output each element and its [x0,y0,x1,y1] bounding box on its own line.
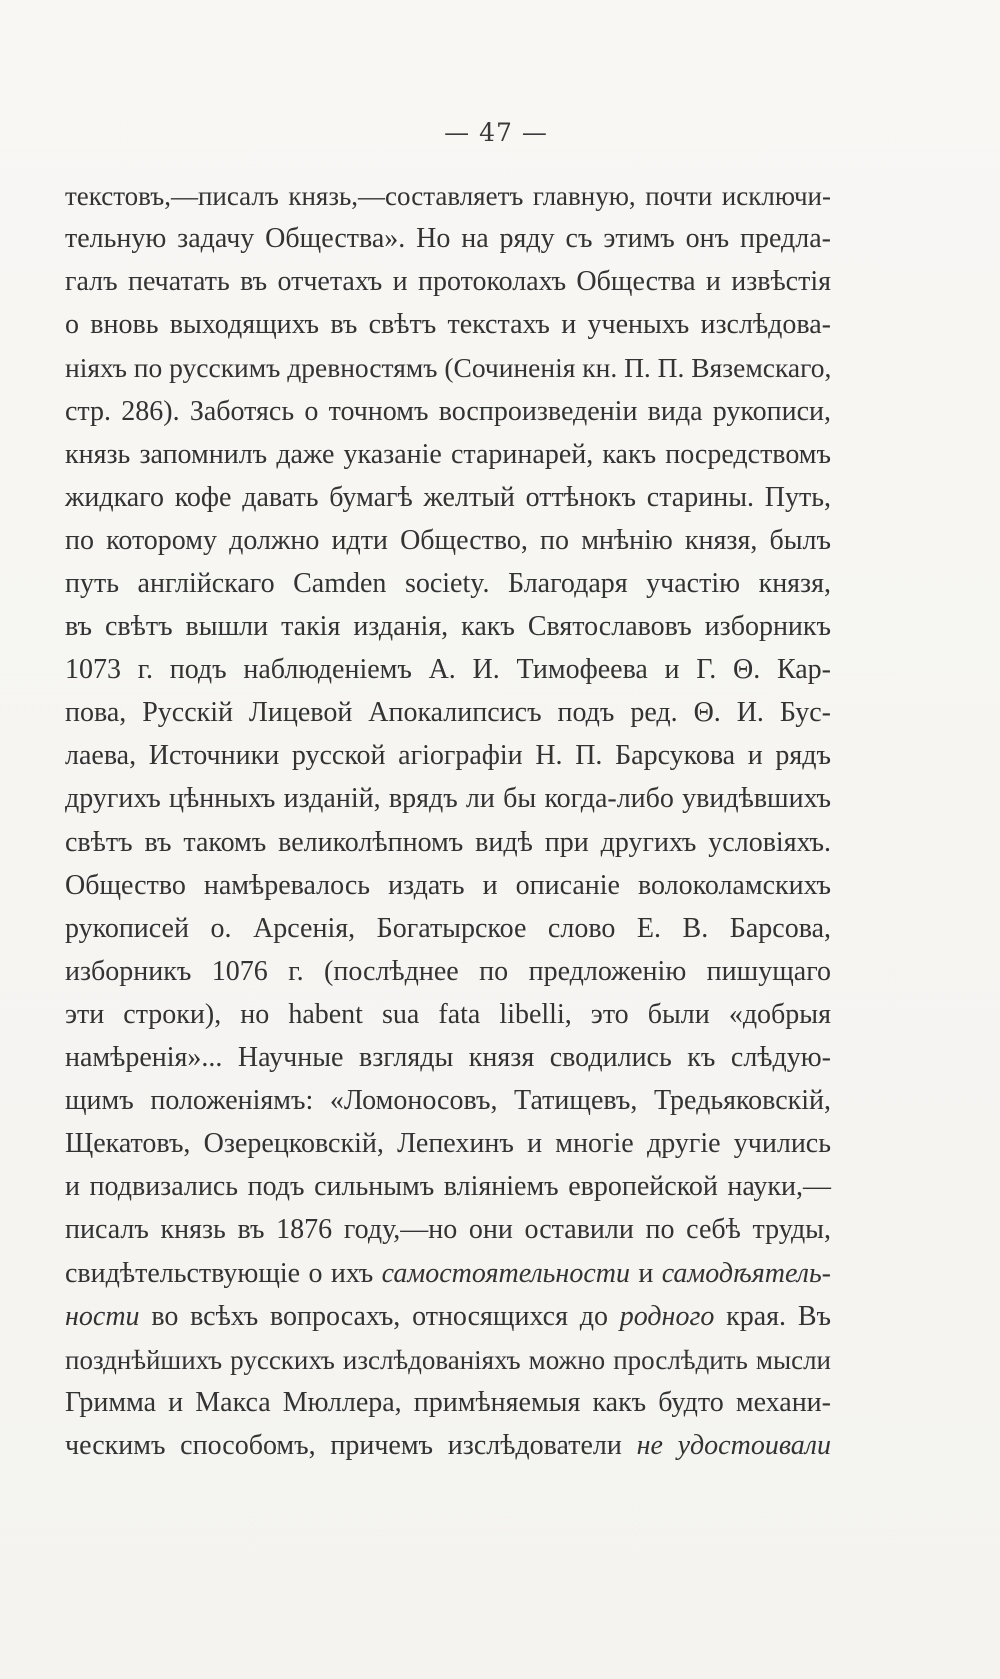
text-line [65,262,831,302]
text-segment: лаева, Источники русской агіографіи Н. П. Барсукова и рядъ [65,740,831,772]
italic-text: ности [65,1300,140,1332]
text-segment: тельную задачу Общества». Но на ряду съ этимъ онъ предла- [65,223,831,255]
text-line [65,779,831,819]
text-segment: края. Въ [714,1300,831,1332]
text-segment: о вновь выходящихъ въ свѣтъ текстахъ и ученыхъ изслѣдова- [65,309,831,341]
italic-text: самодѣятель- [661,1257,832,1289]
text-line [65,176,831,216]
text-segment: и подвизались подъ сильнымъ вліяніемъ европейской науки,— [65,1171,831,1203]
text-segment: свѣтъ въ такомъ великолѣпномъ видѣ при другихъ условіяхъ. [65,826,831,858]
text-line [65,478,831,518]
text-line [65,1210,831,1250]
text-segment: писалъ князь въ 1876 году,—но они оставили по себѣ труды, [65,1214,831,1246]
text-segment: 1073 г. подъ наблюденіемъ А. И. Тимофеева и Г. Θ. Кар- [65,654,831,686]
text-segment: по которому должно идти Общество, по мнѣнію князя, былъ [65,524,831,556]
text-segment: галъ печатать въ отчетахъ и протоколахъ Общества и извѣстія [65,266,831,298]
text-segment: намѣренія»... Научные взгляды князя сводились къ слѣдую- [65,1042,831,1073]
text-line [65,435,831,475]
text-segment: текстовъ,—писалъ князь,—составляетъ главную, почти исключи- [65,181,831,211]
text-line [65,1426,831,1466]
text-segment: свидѣтельствующіе о ихъ [65,1257,382,1289]
text-segment: Щекатовъ, Озерецковскій, Лепехинъ и многіе другіе учились [65,1128,831,1160]
text-segment: позднѣйшихъ русскихъ изслѣдованіяхъ можно прослѣдить мысли [65,1344,831,1375]
text-line [65,1038,831,1078]
text-segment: щимъ положеніямъ: «Ломоносовъ, Татищевъ, Тредьяковскій, [65,1085,831,1117]
text-segment: Общество намѣревалось издать и описаніе волоколамскихъ [65,869,831,901]
text-segment: въ свѣтъ вышли такія изданія, какъ Святославовъ изборникъ [65,611,831,642]
text-line [65,693,831,733]
text-line [65,650,831,690]
text-segment: эти строки), но habent sua fata libelli, это были «добрыя [65,998,831,1030]
text-line [65,866,831,906]
text-line [65,952,831,992]
text-line [65,392,831,432]
text-line [65,1081,831,1121]
text-line [65,1124,831,1164]
text-line [65,348,831,388]
text-line [65,1297,831,1337]
text-segment: и [629,1257,662,1289]
text-line [65,1254,831,1294]
text-segment: во всѣхъ вопросахъ, относящихся до [139,1300,620,1332]
text-segment: путь англійскаго Camden society. Благодаря участію князя, [65,567,831,599]
text-line [65,995,831,1035]
text-line [65,219,831,259]
text-line [65,521,831,561]
text-line [65,1383,831,1423]
text-segment: Гримма и Макса Мюллера, примѣняемыя какъ будто механи- [65,1386,831,1418]
text-line [65,1340,831,1380]
italic-text: не удостоивали [636,1429,831,1461]
text-segment: жидкаго кофе давать бумагѣ желтый оттѣнокъ старины. Путь, [65,481,831,513]
text-segment: стр. 286). Заботясь о точномъ воспроизведеніи вида рукописи, [65,395,831,427]
text-line [65,909,831,949]
text-segment: князь запомнилъ даже указаніе старинарей, какъ посредствомъ [65,438,831,470]
text-segment: ніяхъ по русскимъ древностямъ (Сочиненія кн. П. П. Вяземскаго, [65,352,832,384]
text-segment: изборникъ 1076 г. (послѣднее по предложенію пишущаго [65,955,831,987]
text-segment: ческимъ способомъ, причемъ изслѣдователи [65,1429,637,1461]
text-line [65,305,831,345]
italic-text: самостоятельности [381,1257,630,1289]
text-line [65,607,831,647]
text-line [65,564,831,604]
text-segment: пова, Русскій Лицевой Апокалипсисъ подъ ред. Θ. И. Бус- [65,697,831,729]
text-line [65,1167,831,1207]
text-segment: рукописей о. Арсенія, Богатырское слово Е. В. Барсова, [65,912,831,944]
text-line [65,736,831,776]
text-line [65,823,831,863]
italic-text: родного [619,1300,715,1332]
text-segment: другихъ цѣнныхъ изданій, врядъ ли бы когда-либо увидѣвшихъ [65,783,831,815]
page-number: — 47 — [444,118,548,147]
